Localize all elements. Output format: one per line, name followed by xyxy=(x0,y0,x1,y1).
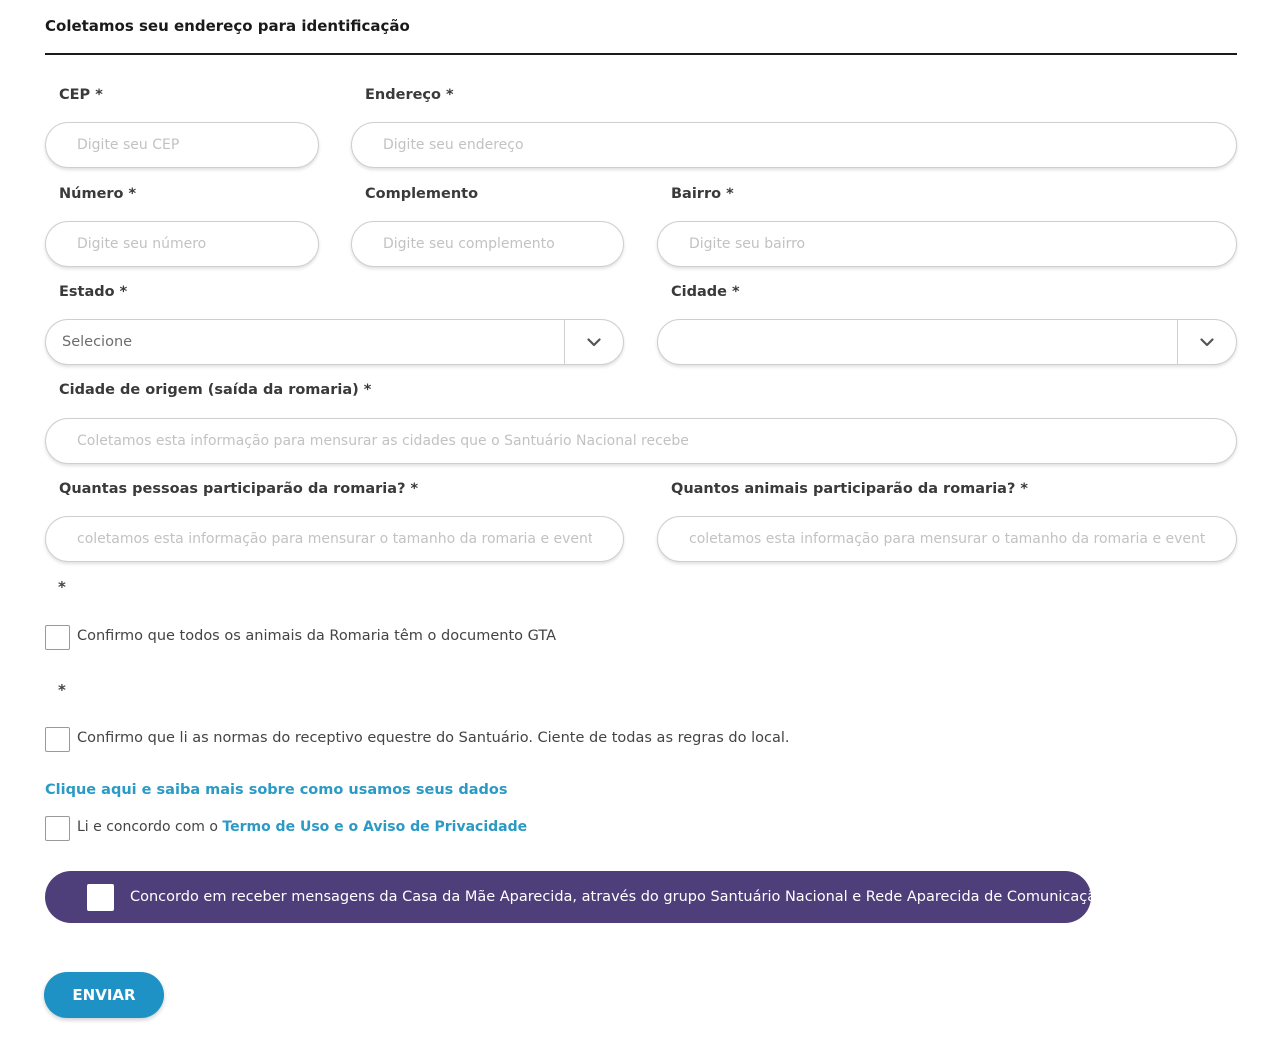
cidade-select[interactable] xyxy=(657,319,1237,365)
chevron-down-icon xyxy=(587,338,601,347)
cidade-origem-label: Cidade de origem (saída da romaria) * xyxy=(59,382,372,398)
bairro-input[interactable] xyxy=(657,221,1237,267)
endereco-label: Endereço * xyxy=(365,87,454,103)
gta-checkbox-label: Confirmo que todos os animais da Romaria têm o documento GTA xyxy=(77,628,557,644)
terms-link[interactable]: Termo de Uso e o Aviso de Privacidade xyxy=(222,819,528,835)
normas-checkbox[interactable] xyxy=(45,727,70,752)
estado-select[interactable] xyxy=(45,319,624,365)
estado-label: Estado * xyxy=(59,284,128,300)
estado-selected-value: Selecione xyxy=(62,334,133,350)
cep-input[interactable] xyxy=(45,122,319,168)
cep-label: CEP * xyxy=(59,87,103,103)
cidade-dropdown-toggle[interactable] xyxy=(1177,320,1236,364)
pessoas-label: Quantas pessoas participarão da romaria? * xyxy=(59,481,419,497)
consent-bar xyxy=(45,871,1106,923)
terms-prefix: Li e concordo com o xyxy=(77,819,218,835)
consent-checkbox[interactable] xyxy=(87,884,114,911)
submit-button[interactable]: ENVIAR xyxy=(44,972,164,1018)
chevron-down-icon xyxy=(1200,338,1214,347)
numero-input[interactable] xyxy=(45,221,319,267)
required-star: * xyxy=(58,681,66,699)
section-title: Coletamos seu endereço para identificação xyxy=(45,17,410,35)
complemento-input[interactable] xyxy=(351,221,624,267)
divider xyxy=(45,53,1237,55)
normas-checkbox-label: Confirmo que li as normas do receptivo equestre do Santuário. Ciente de todas as regras do local. xyxy=(77,730,790,746)
complemento-label: Complemento xyxy=(365,186,479,202)
pessoas-input[interactable] xyxy=(45,516,624,562)
required-star: * xyxy=(58,578,66,596)
animais-label: Quantos animais participarão da romaria? * xyxy=(671,481,1029,497)
terms-label xyxy=(77,819,527,835)
numero-label: Número * xyxy=(59,186,137,202)
bairro-label: Bairro * xyxy=(671,186,734,202)
terms-checkbox[interactable] xyxy=(45,816,70,841)
estado-dropdown-toggle[interactable] xyxy=(564,320,623,364)
cidade-label: Cidade * xyxy=(671,284,740,300)
animais-input[interactable] xyxy=(657,516,1237,562)
gta-checkbox[interactable] xyxy=(45,625,70,650)
cidade-origem-input[interactable] xyxy=(45,418,1237,464)
consent-label: Concordo em receber mensagens da Casa da Mãe Aparecida, através do grupo Santuário Nacional e Rede Aparecida de Comunicação xyxy=(130,889,1106,905)
data-usage-link[interactable]: Clique aqui e saiba mais sobre como usamos seus dados xyxy=(45,782,508,798)
endereco-input[interactable] xyxy=(351,122,1237,168)
